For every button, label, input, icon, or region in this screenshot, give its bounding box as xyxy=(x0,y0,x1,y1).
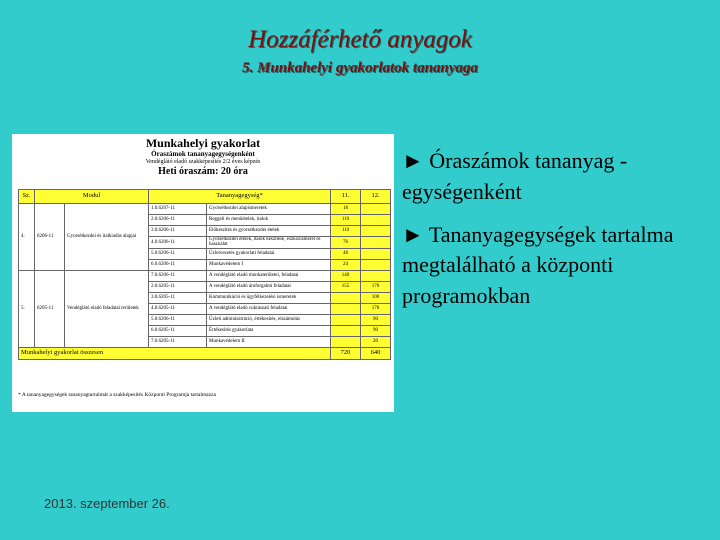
hours-11 xyxy=(331,314,361,325)
document-hours: Heti óraszám: 20 óra xyxy=(158,166,248,177)
document-heading: Munkahelyi gyakorlat xyxy=(145,136,261,150)
unit-code: 6.0.6206-11 xyxy=(149,259,207,270)
group-modul-code: 6206-11 xyxy=(35,204,65,271)
table-row xyxy=(19,204,391,215)
document-subnote: Vendéglátó eladó szakképesítés 2/2 éves képzés xyxy=(145,159,261,165)
embedded-document-image xyxy=(12,134,394,412)
unit-name: Előkészítés és gyorsétkezdei ételek xyxy=(207,226,331,237)
hours-11 xyxy=(331,336,361,347)
col-header-12: 12. xyxy=(361,190,391,204)
unit-name: A vendéglátó eladó cukrászati feladatai xyxy=(207,303,331,314)
slide-subtitle: 5. Munkahelyi gyakorlatok tananyaga xyxy=(242,60,478,76)
hours-11: 110 xyxy=(331,215,361,226)
col-header-modul: Modul xyxy=(35,190,149,204)
hours-11: 76 xyxy=(331,237,361,249)
unit-name: Munkavédelem I xyxy=(207,259,331,270)
group-modul-name: Gyorsétkezdei és italkiadás alapjai xyxy=(65,204,149,271)
hours-12 xyxy=(361,259,391,270)
hours-11: 155 xyxy=(331,281,361,292)
unit-name: Üzletvezetés gyakorlati feladatai xyxy=(207,248,331,259)
document-footnote: * A tananyagegységek tananyagtartalmát a szakképesítés Központi Programja tartalmazza xyxy=(18,392,216,398)
table-row xyxy=(19,270,391,281)
unit-name: Kommunikáció és ügyfélkezelési ismeretek xyxy=(207,292,331,303)
hours-12 xyxy=(361,226,391,237)
unit-name: Munkavédelem II xyxy=(207,336,331,347)
hours-11 xyxy=(331,303,361,314)
hours-12: 100 xyxy=(361,292,391,303)
document-subheading: Óraszámok tananyagegységenként xyxy=(151,150,255,158)
hours-11 xyxy=(331,325,361,336)
group-nr: 5. xyxy=(19,270,35,347)
unit-code: 3.0.6205-11 xyxy=(149,292,207,303)
unit-code: 4.0.6205-11 xyxy=(149,303,207,314)
hours-12 xyxy=(361,215,391,226)
hours-table xyxy=(18,189,391,360)
hours-11: 18 xyxy=(331,204,361,215)
slide-title: Hozzáférhető anyagok xyxy=(248,26,472,53)
hours-12: 170 xyxy=(361,303,391,314)
hours-11: 24 xyxy=(331,259,361,270)
total-11: 720 xyxy=(331,347,361,359)
hours-12 xyxy=(361,237,391,249)
total-12: 640 xyxy=(361,347,391,359)
unit-code: 2.0.6206-11 xyxy=(149,215,207,226)
hours-12: 170 xyxy=(361,281,391,292)
slide-date: 2013. szeptember 26. xyxy=(44,496,170,511)
hours-12: 90 xyxy=(361,325,391,336)
unit-code: 7.0.6205-11 xyxy=(149,336,207,347)
hours-12 xyxy=(361,248,391,259)
unit-code: 5.0.6206-11 xyxy=(149,314,207,325)
col-header-11: 11. xyxy=(331,190,361,204)
unit-code: 6.0.6205-11 xyxy=(149,325,207,336)
group-modul-code: 6205-11 xyxy=(35,270,65,347)
group-modul-name: Vendéglátó eladó feladatai területek xyxy=(65,270,149,347)
unit-name: Üzleti adminisztráció, értékesítés, elszámolás xyxy=(207,314,331,325)
bullet-item: ► Óraszámok tananyag -egységenként xyxy=(402,148,628,204)
hours-11: 110 xyxy=(331,226,361,237)
unit-name: A vendéglátó eladó munkaterületei, feladatai xyxy=(207,270,331,281)
unit-code: 4.0.6206-11 xyxy=(149,237,207,249)
unit-code: 2.0.6205-11 xyxy=(149,281,207,292)
hours-12 xyxy=(361,204,391,215)
unit-name: A vendéglátó eladó áruforgalmi feladatai xyxy=(207,281,331,292)
group-nr: 4. xyxy=(19,204,35,271)
unit-name: Reggeli és menüételek, italok xyxy=(207,215,331,226)
hours-12: 90 xyxy=(361,314,391,325)
unit-name: Gyorsétkezdei alapismeretek xyxy=(207,204,331,215)
col-header-nr: Sz. xyxy=(19,190,35,204)
unit-name: Gyorsétkezdei ételek, italok készítése, eszközismeret és használat xyxy=(207,237,331,249)
unit-code: 1.0.6207-11 xyxy=(149,204,207,215)
hours-12: 20 xyxy=(361,336,391,347)
hours-12 xyxy=(361,270,391,281)
unit-code: 3.0.6206-11 xyxy=(149,226,207,237)
unit-code: 7.0.6206-11 xyxy=(149,270,207,281)
bullet-list xyxy=(402,146,714,324)
unit-name: Értékesítés gyakorlata xyxy=(207,325,331,336)
hours-11: 48 xyxy=(331,248,361,259)
hours-11: 140 xyxy=(331,270,361,281)
col-header-unit: Tananyagegység* xyxy=(149,190,331,204)
hours-11 xyxy=(331,292,361,303)
unit-code: 5.0.6206-11 xyxy=(149,248,207,259)
bullet-item: ► Tananyagegységek tartalma megtalálható a központi programokban xyxy=(402,221,674,309)
total-row xyxy=(19,347,391,359)
total-label: Munkahelyi gyakorlat összesen xyxy=(19,347,331,359)
